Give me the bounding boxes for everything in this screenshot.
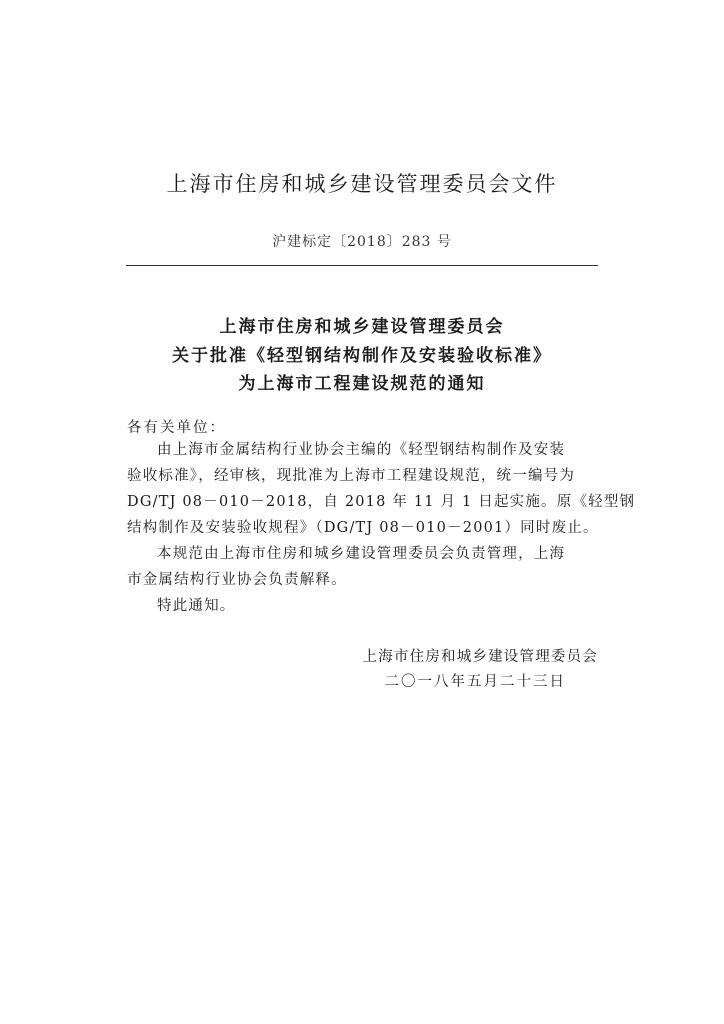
paragraph-line: 特此通知。	[157, 598, 236, 614]
notice-title-line-3: 为上海市工程建设规范的通知	[238, 374, 486, 394]
paragraph-line: 结构制作及安装验收规程》（DG/TJ 08－010－2001）同时废止。	[127, 520, 599, 536]
body-paragraph-1	[127, 437, 636, 541]
signature-organization: 上海市住房和城乡建设管理委员会	[362, 649, 598, 665]
body-paragraph-3	[127, 593, 599, 619]
signature-date: 二〇一八年五月二十三日	[384, 674, 566, 690]
issuer-header: 上海市住房和城乡建设管理委员会文件	[166, 172, 558, 196]
paragraph-line: 验收标准》，经审核，现批准为上海市工程建设规范，统一编号为	[127, 468, 576, 484]
paragraph-line: DG/TJ 08－010－2018，自 2018 年 11 月 1 日起实施。原《轻型钢	[127, 494, 636, 510]
paragraph-line: 本规范由上海市住房和城乡建设管理委员会负责管理，上海	[157, 546, 566, 562]
notice-title-line-2: 关于批准《轻型钢结构制作及安装验收标准》	[172, 346, 552, 366]
document-number: 沪建标定〔2018〕283 号	[272, 234, 452, 250]
header-divider	[126, 265, 598, 266]
notice-title-line-1: 上海市住房和城乡建设管理委员会	[219, 317, 505, 337]
salutation: 各有关单位：	[127, 420, 226, 436]
paragraph-line: 由上海市金属结构行业协会主编的《轻型钢结构制作及安装	[157, 442, 566, 458]
body-paragraph-2	[127, 541, 599, 593]
paragraph-line: 市金属结构行业协会负责解释。	[127, 572, 347, 588]
